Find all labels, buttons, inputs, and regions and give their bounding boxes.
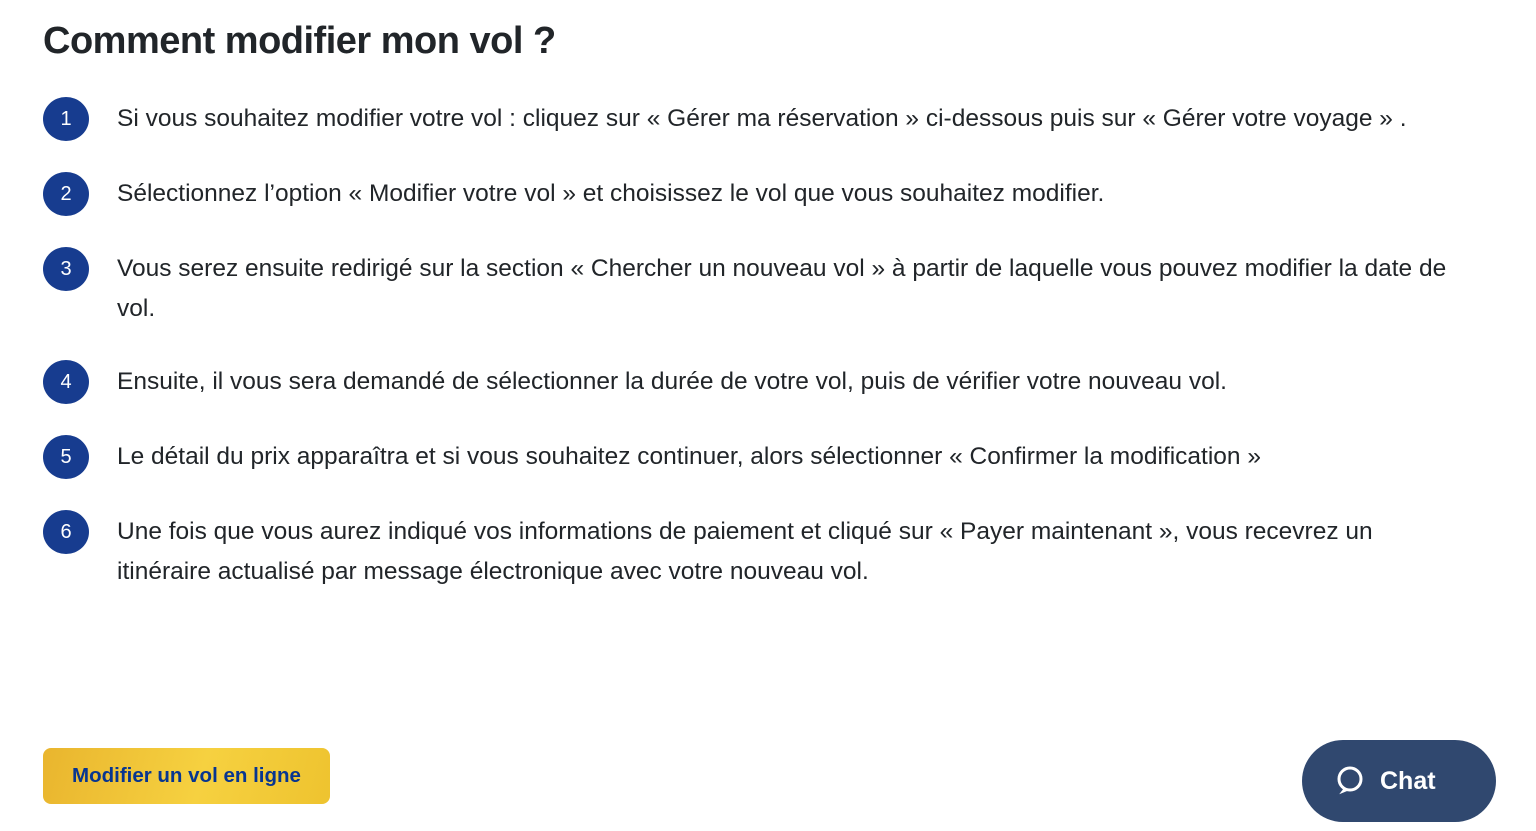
step-row: [43, 249, 1496, 329]
step-row: [43, 99, 1496, 141]
step-number-badge: 6: [43, 510, 89, 554]
speech-bubble-icon: [1332, 764, 1366, 798]
step-text: Le détail du prix apparaîtra et si vous souhaitez continuer, alors sélectionner « Confirmer la modification »: [117, 443, 1261, 470]
step-row: [43, 174, 1496, 216]
actions-row: [43, 735, 1496, 817]
step-number-badge: 3: [43, 247, 89, 291]
modify-flight-button[interactable]: Modifier un vol en ligne: [43, 748, 330, 804]
step-number-badge: 2: [43, 172, 89, 216]
step-text: Si vous souhaitez modifier votre vol : cliquez sur « Gérer ma réservation » ci-dessous puis sur « Gérer votre voyage » .: [117, 105, 1407, 132]
step-number-badge: 1: [43, 97, 89, 141]
chat-label: Chat: [1380, 766, 1436, 795]
step-text: Vous serez ensuite redirigé sur la section « Chercher un nouveau vol » à partir de laquelle vous pouvez modifier la date de vol.: [117, 255, 1447, 322]
page-title: Comment modifier mon vol ?: [43, 20, 556, 62]
step-number-badge: 5: [43, 435, 89, 479]
steps-list: [43, 99, 1496, 592]
step-row: [43, 362, 1496, 404]
chat-button[interactable]: [1302, 740, 1496, 822]
step-row: [43, 437, 1496, 479]
step-text: Sélectionnez l’option « Modifier votre vol » et choisissez le vol que vous souhaitez modifier.: [117, 180, 1105, 207]
step-text: Ensuite, il vous sera demandé de sélectionner la durée de votre vol, puis de vérifier votre nouveau vol.: [117, 368, 1227, 395]
step-text: Une fois que vous aurez indiqué vos informations de paiement et cliqué sur « Payer maintenant », vous recevrez un itinéraire actualisé par message électronique avec votre nouveau vol.: [117, 518, 1373, 585]
step-number-badge: 4: [43, 360, 89, 404]
step-row: [43, 512, 1496, 592]
